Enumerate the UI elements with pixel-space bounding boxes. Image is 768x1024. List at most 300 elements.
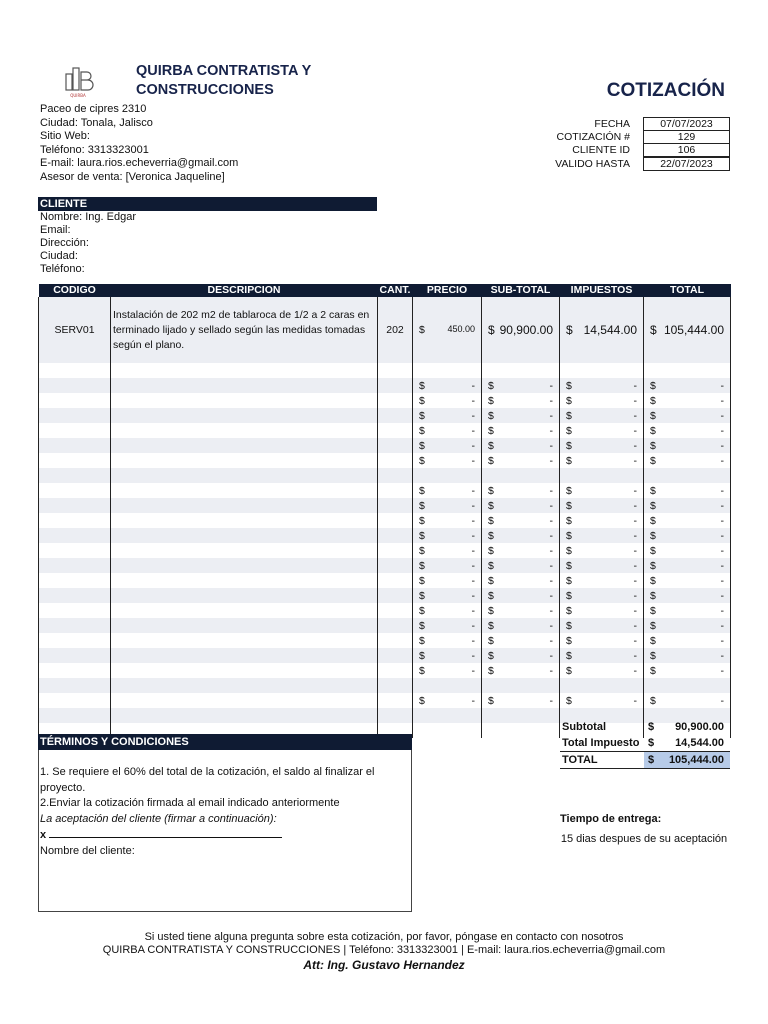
- currency-symbol: $: [650, 619, 656, 632]
- table-cell: [111, 633, 378, 648]
- empty-value: -: [720, 439, 724, 452]
- document-title: COTIZACIÓN: [606, 80, 725, 101]
- empty-value: -: [720, 529, 724, 542]
- empty-value: -: [633, 604, 637, 617]
- table-cell: [413, 573, 482, 588]
- currency-symbol: $: [650, 529, 656, 542]
- empty-value: -: [549, 454, 553, 467]
- empty-value: -: [633, 394, 637, 407]
- table-cell: [644, 513, 731, 528]
- subtotal-value: 90,900.00: [675, 721, 724, 733]
- table-cell: [482, 468, 560, 483]
- table-cell: [111, 648, 378, 663]
- table-cell: [482, 648, 560, 663]
- currency-symbol: $: [566, 694, 572, 707]
- currency-symbol: $: [648, 754, 655, 766]
- currency-symbol: $: [488, 394, 494, 407]
- currency-symbol: $: [419, 529, 425, 542]
- empty-value: -: [633, 424, 637, 437]
- currency-symbol: $: [488, 604, 494, 617]
- empty-value: -: [549, 379, 553, 392]
- table-cell: [482, 723, 560, 738]
- item-price: [413, 297, 482, 363]
- table-cell: [482, 708, 560, 723]
- table-cell: [413, 603, 482, 618]
- client-phone: Teléfono:: [40, 263, 85, 275]
- empty-value: -: [549, 529, 553, 542]
- table-cell: [111, 363, 378, 378]
- currency-symbol: $: [566, 323, 573, 337]
- table-cell: [111, 603, 378, 618]
- table-cell: [413, 468, 482, 483]
- col-header-subtotal: SUB-TOTAL: [482, 284, 560, 297]
- currency-symbol: $: [650, 323, 657, 337]
- table-cell: [644, 393, 731, 408]
- table-cell: [482, 588, 560, 603]
- currency-symbol: $: [488, 574, 494, 587]
- empty-value: -: [549, 409, 553, 422]
- table-cell: [560, 363, 644, 378]
- meta-value: 07/07/2023: [643, 117, 730, 131]
- table-cell: [39, 528, 111, 543]
- currency-symbol: $: [650, 589, 656, 602]
- currency-symbol: $: [488, 379, 494, 392]
- table-cell: [644, 438, 731, 453]
- table-row: [39, 378, 731, 393]
- table-cell: [560, 648, 644, 663]
- table-cell: [111, 663, 378, 678]
- currency-symbol: $: [488, 424, 494, 437]
- company-name: QUIRBA CONTRATISTA Y CONSTRUCCIONES: [136, 63, 312, 98]
- table-cell: [39, 363, 111, 378]
- client-name: Nombre: Ing. Edgar: [40, 211, 136, 223]
- company-city: Ciudad: Tonala, Jalisco: [40, 116, 153, 129]
- table-cell: [413, 363, 482, 378]
- table-cell: [560, 528, 644, 543]
- currency-symbol: $: [419, 499, 425, 512]
- currency-symbol: $: [566, 484, 572, 497]
- table-cell: [644, 588, 731, 603]
- currency-symbol: $: [488, 589, 494, 602]
- table-cell: [560, 573, 644, 588]
- table-cell: [111, 378, 378, 393]
- empty-value: -: [471, 694, 475, 707]
- table-cell: [39, 633, 111, 648]
- empty-value: -: [633, 694, 637, 707]
- col-header-code: CODIGO: [39, 284, 111, 297]
- item-qty: 202: [378, 297, 413, 363]
- table-row: [39, 408, 731, 423]
- table-row: [39, 693, 731, 708]
- table-cell: [378, 588, 413, 603]
- items-table: [38, 284, 731, 738]
- table-cell: [413, 408, 482, 423]
- meta-label: FECHA: [594, 118, 630, 130]
- currency-symbol: $: [566, 649, 572, 662]
- table-cell: [378, 603, 413, 618]
- table-cell: [111, 453, 378, 468]
- table-cell: [39, 378, 111, 393]
- table-cell: [482, 618, 560, 633]
- table-cell: [413, 663, 482, 678]
- table-cell: [111, 558, 378, 573]
- currency-symbol: $: [419, 664, 425, 677]
- table-cell: [644, 618, 731, 633]
- empty-value: -: [633, 439, 637, 452]
- table-cell: [111, 408, 378, 423]
- table-cell: [413, 498, 482, 513]
- empty-value: -: [471, 514, 475, 527]
- table-cell: [111, 483, 378, 498]
- company-address: Paceo de cipres 2310: [40, 103, 147, 115]
- empty-value: -: [720, 484, 724, 497]
- table-cell: [378, 513, 413, 528]
- empty-value: -: [720, 499, 724, 512]
- empty-value: -: [633, 409, 637, 422]
- empty-value: -: [633, 484, 637, 497]
- empty-value: -: [549, 424, 553, 437]
- table-cell: [111, 438, 378, 453]
- empty-value: -: [471, 484, 475, 497]
- currency-symbol: $: [648, 737, 655, 749]
- table-cell: [560, 513, 644, 528]
- tax-label: Total Impuesto: [562, 737, 640, 749]
- table-cell: [482, 408, 560, 423]
- table-cell: [378, 543, 413, 558]
- empty-value: -: [549, 559, 553, 572]
- empty-value: -: [471, 589, 475, 602]
- currency-symbol: $: [419, 439, 425, 452]
- table-cell: [482, 513, 560, 528]
- table-cell: [560, 693, 644, 708]
- meta-row-client-id: [520, 144, 730, 157]
- meta-label: VALIDO HASTA: [555, 158, 630, 170]
- company-website: Sitio Web:: [40, 130, 90, 142]
- table-row: [39, 528, 731, 543]
- currency-symbol: $: [488, 323, 495, 337]
- table-cell: [111, 528, 378, 543]
- table-cell: [378, 573, 413, 588]
- empty-value: -: [549, 394, 553, 407]
- signature-mark: x: [40, 829, 47, 841]
- currency-symbol: $: [566, 514, 572, 527]
- table-cell: [378, 468, 413, 483]
- empty-value: -: [720, 634, 724, 647]
- item-subtotal: [482, 297, 560, 363]
- footer-att: Att: Ing. Gustavo Hernandez: [303, 958, 465, 972]
- currency-symbol: $: [419, 424, 425, 437]
- total-label: TOTAL: [562, 754, 598, 766]
- currency-symbol: $: [650, 664, 656, 677]
- currency-symbol: $: [488, 409, 494, 422]
- table-cell: [644, 693, 731, 708]
- table-cell: [111, 393, 378, 408]
- table-cell: [644, 678, 731, 693]
- table-row: [39, 588, 731, 603]
- table-cell: [39, 408, 111, 423]
- table-cell: [644, 648, 731, 663]
- item-tax: [560, 297, 644, 363]
- empty-value: -: [549, 439, 553, 452]
- currency-symbol: $: [650, 439, 656, 452]
- empty-value: -: [549, 499, 553, 512]
- empty-value: -: [549, 589, 553, 602]
- table-cell: [413, 618, 482, 633]
- empty-value: -: [720, 544, 724, 557]
- table-cell: [482, 543, 560, 558]
- table-row: [39, 297, 731, 363]
- currency-symbol: $: [650, 394, 656, 407]
- empty-value: -: [633, 544, 637, 557]
- empty-value: -: [471, 574, 475, 587]
- table-cell: [560, 393, 644, 408]
- table-cell: [560, 633, 644, 648]
- currency-symbol: $: [488, 529, 494, 542]
- currency-symbol: $: [419, 409, 425, 422]
- table-cell: [378, 483, 413, 498]
- table-cell: [111, 588, 378, 603]
- table-cell: [560, 543, 644, 558]
- table-cell: [413, 708, 482, 723]
- table-row: [39, 558, 731, 573]
- table-cell: [482, 438, 560, 453]
- table-cell: [560, 498, 644, 513]
- empty-value: -: [549, 649, 553, 662]
- currency-symbol: $: [419, 454, 425, 467]
- empty-value: -: [633, 499, 637, 512]
- table-cell: [39, 618, 111, 633]
- currency-symbol: $: [419, 544, 425, 557]
- table-cell: [644, 423, 731, 438]
- table-cell: [39, 453, 111, 468]
- table-cell: [39, 678, 111, 693]
- tax-value: 14,544.00: [675, 737, 724, 749]
- currency-symbol: $: [488, 454, 494, 467]
- currency-symbol: $: [650, 514, 656, 527]
- delivery-label: Tiempo de entrega:: [560, 813, 662, 825]
- empty-value: -: [720, 694, 724, 707]
- footer: [0, 931, 768, 972]
- col-header-price: PRECIO: [413, 284, 482, 297]
- meta-row-valid-until: [520, 158, 730, 171]
- table-cell: [413, 393, 482, 408]
- empty-value: -: [471, 619, 475, 632]
- empty-value: -: [633, 589, 637, 602]
- empty-value: -: [633, 529, 637, 542]
- empty-value: -: [720, 394, 724, 407]
- table-cell: [39, 438, 111, 453]
- currency-symbol: $: [566, 574, 572, 587]
- signature-row: [40, 827, 408, 844]
- table-cell: [644, 558, 731, 573]
- empty-value: -: [471, 439, 475, 452]
- currency-symbol: $: [566, 604, 572, 617]
- table-cell: [560, 468, 644, 483]
- table-cell: [39, 573, 111, 588]
- currency-symbol: $: [419, 574, 425, 587]
- item-description: Instalación de 202 m2 de tablaroca de 1/2 a 2 caras en terminado lijado y sellado según las medidas tomadas según el plano.: [111, 297, 378, 363]
- table-cell: [111, 498, 378, 513]
- currency-symbol: $: [650, 499, 656, 512]
- table-cell: [378, 363, 413, 378]
- table-cell: [482, 528, 560, 543]
- table-cell: [39, 468, 111, 483]
- empty-value: -: [633, 619, 637, 632]
- currency-symbol: $: [488, 559, 494, 572]
- empty-value: -: [720, 514, 724, 527]
- table-cell: [413, 678, 482, 693]
- table-cell: [644, 483, 731, 498]
- table-cell: [482, 633, 560, 648]
- empty-value: -: [471, 544, 475, 557]
- table-cell: [378, 528, 413, 543]
- table-cell: [413, 378, 482, 393]
- table-cell: [482, 603, 560, 618]
- empty-value: -: [549, 604, 553, 617]
- empty-value: -: [720, 664, 724, 677]
- table-row: [39, 678, 731, 693]
- logo-text: QUIRBA: [70, 93, 86, 98]
- currency-symbol: $: [650, 574, 656, 587]
- currency-symbol: $: [419, 604, 425, 617]
- currency-symbol: $: [419, 379, 425, 392]
- empty-value: -: [720, 589, 724, 602]
- empty-value: -: [549, 634, 553, 647]
- table-cell: [39, 483, 111, 498]
- table-row: [39, 393, 731, 408]
- empty-value: -: [471, 409, 475, 422]
- table-cell: [39, 588, 111, 603]
- col-header-total: TOTAL: [644, 284, 731, 297]
- table-cell: [482, 363, 560, 378]
- empty-value: -: [633, 664, 637, 677]
- table-cell: [39, 393, 111, 408]
- table-cell: [644, 408, 731, 423]
- table-cell: [413, 633, 482, 648]
- currency-symbol: $: [566, 439, 572, 452]
- table-cell: [413, 438, 482, 453]
- table-cell: [378, 453, 413, 468]
- table-cell: [644, 453, 731, 468]
- acceptance-note: La aceptación del cliente (firmar a continuación):: [40, 812, 277, 825]
- table-cell: [39, 498, 111, 513]
- table-cell: [413, 483, 482, 498]
- table-cell: [111, 468, 378, 483]
- col-header-qty: CANT.: [378, 284, 413, 297]
- currency-symbol: $: [419, 634, 425, 647]
- item-code: SERV01: [39, 297, 111, 363]
- currency-symbol: $: [566, 559, 572, 572]
- table-cell: [378, 393, 413, 408]
- terms-line-2: 2.Enviar la cotización firmada al email indicado anteriormente: [40, 797, 340, 809]
- table-row: [39, 513, 731, 528]
- table-cell: [413, 453, 482, 468]
- currency-symbol: $: [566, 499, 572, 512]
- currency-symbol: $: [650, 544, 656, 557]
- footer-line-2: QUIRBA CONTRATISTA Y CONSTRUCCIONES | Teléfono: 3313323001 | E-mail: laura.rios.echeverria@gmail.com: [102, 944, 666, 956]
- table-cell: [560, 588, 644, 603]
- table-cell: [482, 453, 560, 468]
- table-row: [39, 468, 731, 483]
- table-row: [39, 573, 731, 588]
- currency-symbol: $: [488, 514, 494, 527]
- table-row: [39, 453, 731, 468]
- table-cell: [644, 363, 731, 378]
- currency-symbol: $: [650, 454, 656, 467]
- company-seller: Asesor de venta: [Veronica Jaqueline]: [40, 170, 225, 183]
- client-email: Email:: [40, 224, 71, 236]
- table-cell: [111, 423, 378, 438]
- currency-symbol: $: [419, 324, 425, 336]
- empty-value: -: [720, 409, 724, 422]
- empty-value: -: [633, 514, 637, 527]
- col-header-description: DESCRIPCION: [111, 284, 378, 297]
- currency-symbol: $: [488, 439, 494, 452]
- empty-value: -: [471, 454, 475, 467]
- currency-symbol: $: [566, 394, 572, 407]
- currency-symbol: $: [650, 634, 656, 647]
- table-cell: [644, 603, 731, 618]
- empty-value: -: [633, 649, 637, 662]
- currency-symbol: $: [419, 589, 425, 602]
- table-cell: [111, 693, 378, 708]
- empty-value: -: [720, 424, 724, 437]
- currency-symbol: $: [648, 721, 655, 733]
- meta-label: COTIZACIÓN #: [556, 131, 630, 143]
- table-cell: [482, 498, 560, 513]
- empty-value: -: [471, 664, 475, 677]
- table-cell: [378, 693, 413, 708]
- currency-symbol: $: [488, 619, 494, 632]
- table-cell: [378, 633, 413, 648]
- company-phone: Teléfono: 3313323001: [40, 143, 149, 156]
- table-cell: [560, 483, 644, 498]
- empty-value: -: [549, 619, 553, 632]
- table-cell: [413, 543, 482, 558]
- terms-header: TÉRMINOS Y CONDICIONES: [38, 734, 412, 750]
- empty-value: -: [471, 559, 475, 572]
- currency-symbol: $: [566, 409, 572, 422]
- table-cell: [413, 693, 482, 708]
- empty-value: -: [471, 529, 475, 542]
- table-cell: [111, 708, 378, 723]
- table-row: [39, 618, 731, 633]
- meta-label: CLIENTE ID: [572, 144, 630, 156]
- table-cell: [560, 438, 644, 453]
- currency-symbol: $: [488, 634, 494, 647]
- client-address: Dirección:: [40, 237, 89, 249]
- client-city: Ciudad:: [40, 250, 78, 262]
- table-cell: [482, 678, 560, 693]
- currency-symbol: $: [419, 559, 425, 572]
- signature-line[interactable]: [49, 827, 282, 838]
- empty-value: -: [633, 559, 637, 572]
- table-cell: [644, 663, 731, 678]
- table-cell: [644, 378, 731, 393]
- table-cell: [39, 663, 111, 678]
- currency-symbol: $: [488, 664, 494, 677]
- delivery-text: 15 dias despues de su aceptación: [560, 833, 728, 845]
- table-header-row: [39, 284, 731, 297]
- table-cell: [39, 558, 111, 573]
- currency-symbol: $: [566, 619, 572, 632]
- meta-value: 129: [643, 130, 730, 144]
- empty-value: -: [720, 619, 724, 632]
- table-row: [39, 648, 731, 663]
- table-row: [39, 438, 731, 453]
- company-logo: [58, 64, 98, 100]
- currency-symbol: $: [566, 379, 572, 392]
